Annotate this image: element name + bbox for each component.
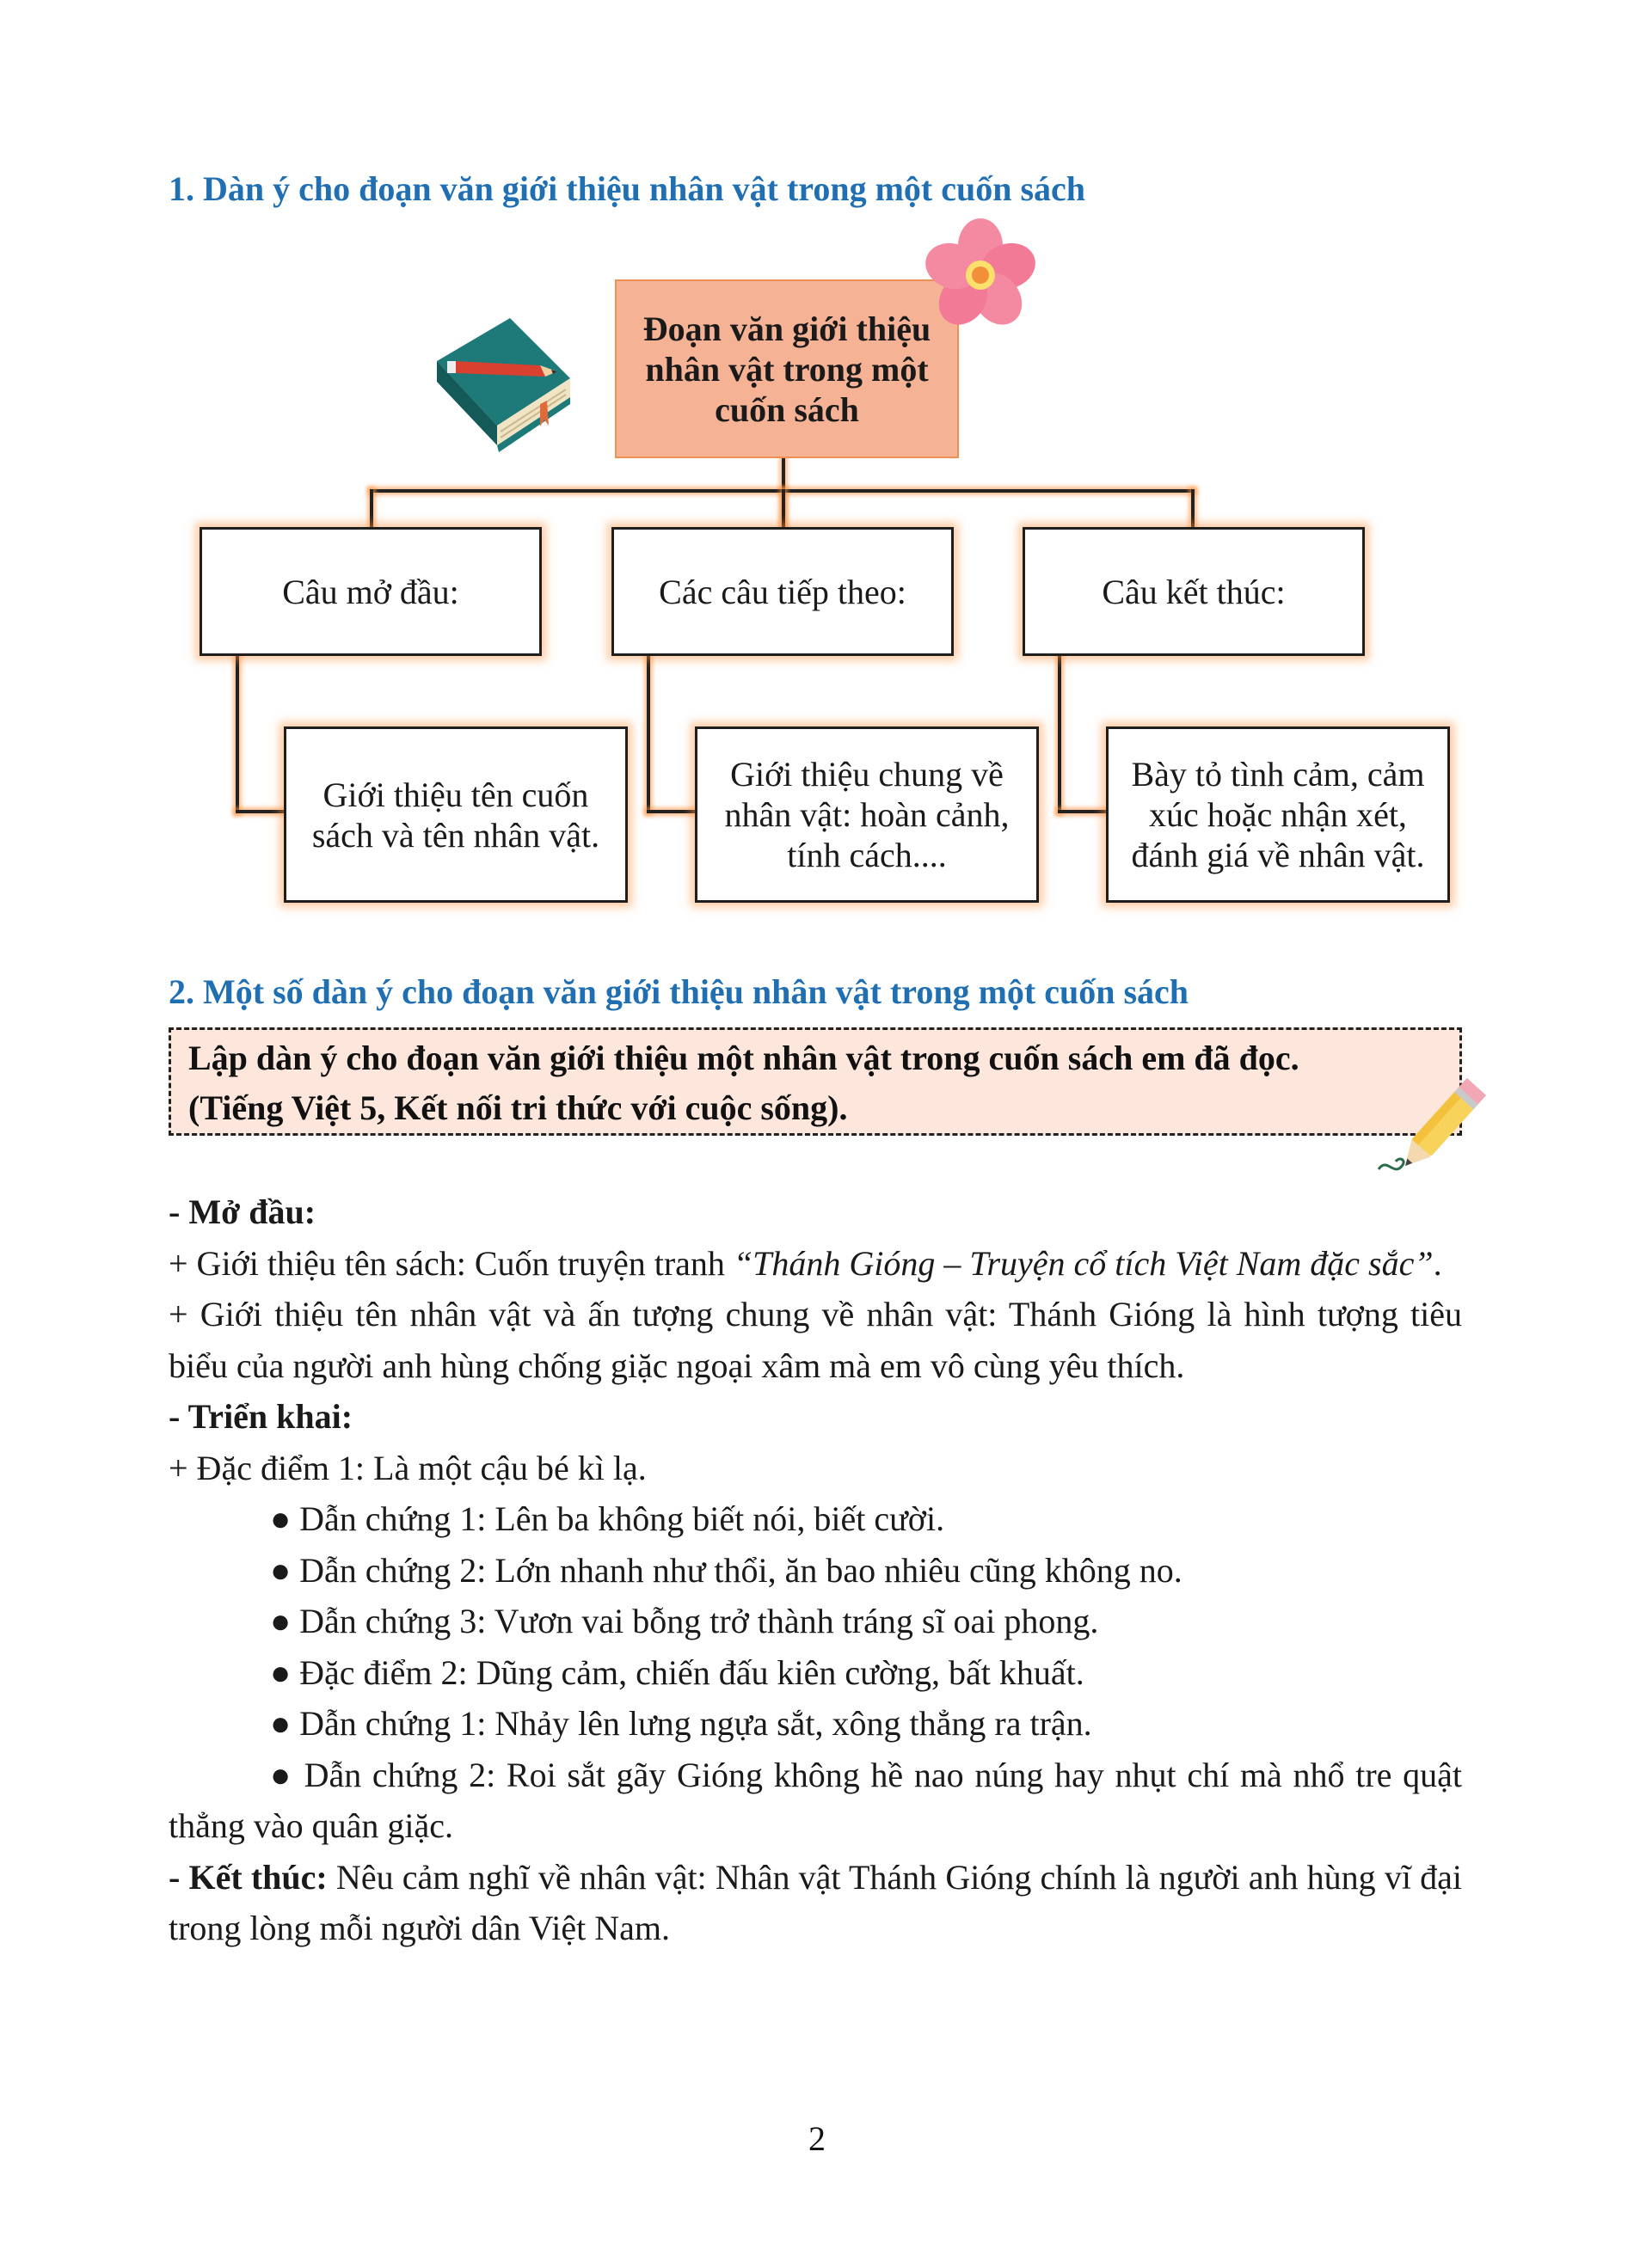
pencil-icon — [1372, 1070, 1501, 1191]
detail-body-line-1: Giới thiệu chung về — [730, 755, 1004, 794]
detail-body-line-3: tính cách.... — [787, 836, 947, 874]
task-line-2: (Tiếng Việt 5, Kết nối tri thức với cuộc sống). — [188, 1088, 848, 1127]
outline-diagram — [0, 0, 1634, 946]
root-line-3: cuốn sách — [715, 389, 859, 429]
connector-right-detail-h — [1058, 810, 1108, 813]
root-line-1: Đoạn văn giới thiệu — [642, 309, 931, 348]
bullet-item: ● Dẫn chứng 1: Lên ba không biết nói, biết cười. — [270, 1499, 945, 1538]
branch-box-body — [611, 527, 954, 656]
diagram-root-box — [615, 279, 959, 458]
branch-label-opening: Câu mở đầu: — [282, 572, 459, 611]
task-line-1: Lập dàn ý cho đoạn văn giới thiệu một nhân vật trong cuốn sách em đã đọc. — [188, 1039, 1299, 1077]
connector-right-detail-v — [1058, 653, 1061, 813]
mo-dau-heading: - Mở đầu: — [169, 1192, 316, 1231]
outline-body — [169, 1186, 1462, 1954]
page-number: 2 — [808, 2119, 826, 2158]
detail-box-opening — [284, 726, 628, 903]
task-box — [169, 1027, 1462, 1136]
mo-dau-item-1-prefix: + Giới thiệu tên sách: Cuốn truyện tranh — [169, 1243, 734, 1283]
bullet-item-last: ● Dẫn chứng 2: Roi sắt gãy Gióng không hề nao núng hay nhụt chí mà nhổ tre quật thẳng vào quân giặc. — [169, 1755, 1462, 1845]
detail-opening-line-1: Giới thiệu tên cuốn — [322, 775, 589, 814]
connector-middle-drop — [782, 489, 785, 529]
detail-closing-line-1: Bày tỏ tình cảm, cảm — [1131, 755, 1425, 794]
detail-closing-line-3: đánh giá về nhân vật. — [1131, 836, 1425, 874]
section-2-heading: 2. Một số dàn ý cho đoạn văn giới thiệu nhân vật trong một cuốn sách — [169, 972, 1189, 1011]
bullet-item: ● Dẫn chứng 3: Vươn vai bỗng trở thành tráng sĩ oai phong. — [270, 1602, 1099, 1640]
mo-dau-item-2: + Giới thiệu tên nhân vật và ấn tượng chung về nhân vật: Thánh Gióng là hình tượng tiêu biểu của người anh hùng chống giặc ngoại xâm mà em vô cùng yêu thích. — [169, 1295, 1462, 1385]
connector-right-drop — [1191, 489, 1195, 529]
detail-box-body — [695, 726, 1039, 903]
connector-left-drop — [370, 489, 373, 529]
root-line-2: nhân vật trong một — [645, 349, 929, 389]
detail-closing-line-2: xúc hoặc nhận xét, — [1149, 795, 1407, 834]
ket-thuc-text: Nêu cảm nghĩ về nhân vật: Nhân vật Thánh Gióng chính là người anh hùng vĩ đại trong lòng mỗi người dân Việt Nam. — [169, 1857, 1462, 1947]
trien-khai-heading: - Triển khai: — [169, 1397, 353, 1436]
flower-icon — [920, 215, 1041, 335]
bullet-item: ● Dẫn chứng 2: Lớn nhanh như thổi, ăn bao nhiêu cũng không no. — [270, 1550, 1182, 1590]
feature-1: + Đặc điểm 1: Là một cậu bé kì lạ. — [169, 1448, 647, 1487]
bullet-item: ● Dẫn chứng 1: Nhảy lên lưng ngựa sắt, xông thẳng ra trận. — [270, 1704, 1092, 1743]
book-title: “Thánh Gióng – Truyện cổ tích Việt Nam đặc sắc” — [733, 1243, 1434, 1283]
ket-thuc — [169, 1852, 1462, 1954]
connector-left-detail-v — [236, 653, 239, 813]
connector-middle-detail-h — [647, 810, 697, 813]
mo-dau-item-1-suffix: . — [1433, 1243, 1442, 1283]
branch-label-body: Các câu tiếp theo: — [659, 572, 906, 611]
branch-box-closing — [1023, 527, 1365, 656]
connector-left-detail-h — [236, 810, 286, 813]
detail-box-closing — [1106, 726, 1450, 903]
mo-dau-item-1 — [169, 1238, 1462, 1290]
connector-middle-detail-v — [647, 653, 650, 813]
ket-thuc-label: - Kết thúc: — [169, 1857, 328, 1897]
book-icon — [411, 301, 583, 473]
detail-body-line-2: nhân vật: hoàn cảnh, — [724, 795, 1010, 834]
detail-opening-line-2: sách và tên nhân vật. — [311, 815, 600, 855]
branch-label-closing: Câu kết thúc: — [1102, 572, 1286, 611]
branch-box-opening — [200, 527, 542, 656]
section-1-heading: 1. Dàn ý cho đoạn văn giới thiệu nhân vật trong một cuốn sách — [169, 169, 1086, 208]
bullet-item: ● Đặc điểm 2: Dũng cảm, chiến đấu kiên cường, bất khuất. — [270, 1652, 1084, 1692]
